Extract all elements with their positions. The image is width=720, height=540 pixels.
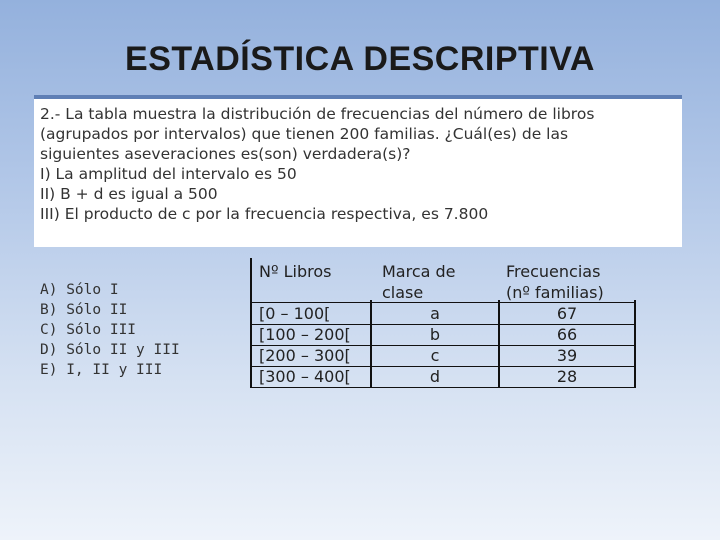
- row-frecuencia: 66: [556, 325, 578, 344]
- row-frecuencia: 67: [556, 304, 578, 323]
- row-intervalo: [200 – 300[: [259, 346, 351, 365]
- option-e[interactable]: E) I, II y III: [40, 362, 163, 378]
- table-rule: [250, 387, 636, 388]
- statement-i: I) La amplitud del intervalo es 50: [40, 165, 297, 183]
- header-marca-line2: clase: [382, 283, 424, 302]
- question-line: (agrupados por intervalos) que tienen 200 familias. ¿Cuál(es) de las: [40, 125, 569, 143]
- row-marca: d: [429, 367, 441, 386]
- option-b[interactable]: B) Sólo II: [40, 302, 128, 318]
- statement-iii: III) El producto de c por la frecuencia respectiva, es 7.800: [40, 205, 489, 223]
- header-marca-line1: Marca de: [382, 262, 456, 281]
- slide-title: ESTADÍSTICA DESCRIPTIVA: [125, 40, 595, 78]
- header-frecuencias-line1: Frecuencias: [506, 262, 601, 281]
- row-intervalo: [300 – 400[: [259, 367, 351, 386]
- row-marca: a: [430, 304, 440, 323]
- option-c[interactable]: C) Sólo III: [40, 322, 137, 338]
- header-libros: Nº Libros: [259, 262, 332, 281]
- question-box: [34, 99, 682, 247]
- row-intervalo: [100 – 200[: [259, 325, 351, 344]
- header-frecuencias-line2: (nº familias): [506, 283, 604, 302]
- row-intervalo: [0 – 100[: [259, 304, 331, 323]
- question-line: 2.- La tabla muestra la distribución de frecuencias del número de libros: [40, 105, 595, 123]
- table-rule: [250, 302, 636, 303]
- statement-ii: II) B + d es igual a 500: [40, 185, 218, 203]
- row-frecuencia: 28: [556, 367, 578, 386]
- option-d[interactable]: D) Sólo II y III: [40, 342, 180, 358]
- question-line: siguientes aseveraciones es(son) verdadera(s)?: [40, 145, 411, 163]
- table-border: [250, 258, 252, 388]
- row-marca: c: [430, 346, 440, 365]
- row-marca: b: [429, 325, 441, 344]
- option-a[interactable]: A) Sólo I: [40, 282, 119, 298]
- row-frecuencia: 39: [556, 346, 578, 365]
- table-border: [634, 300, 636, 388]
